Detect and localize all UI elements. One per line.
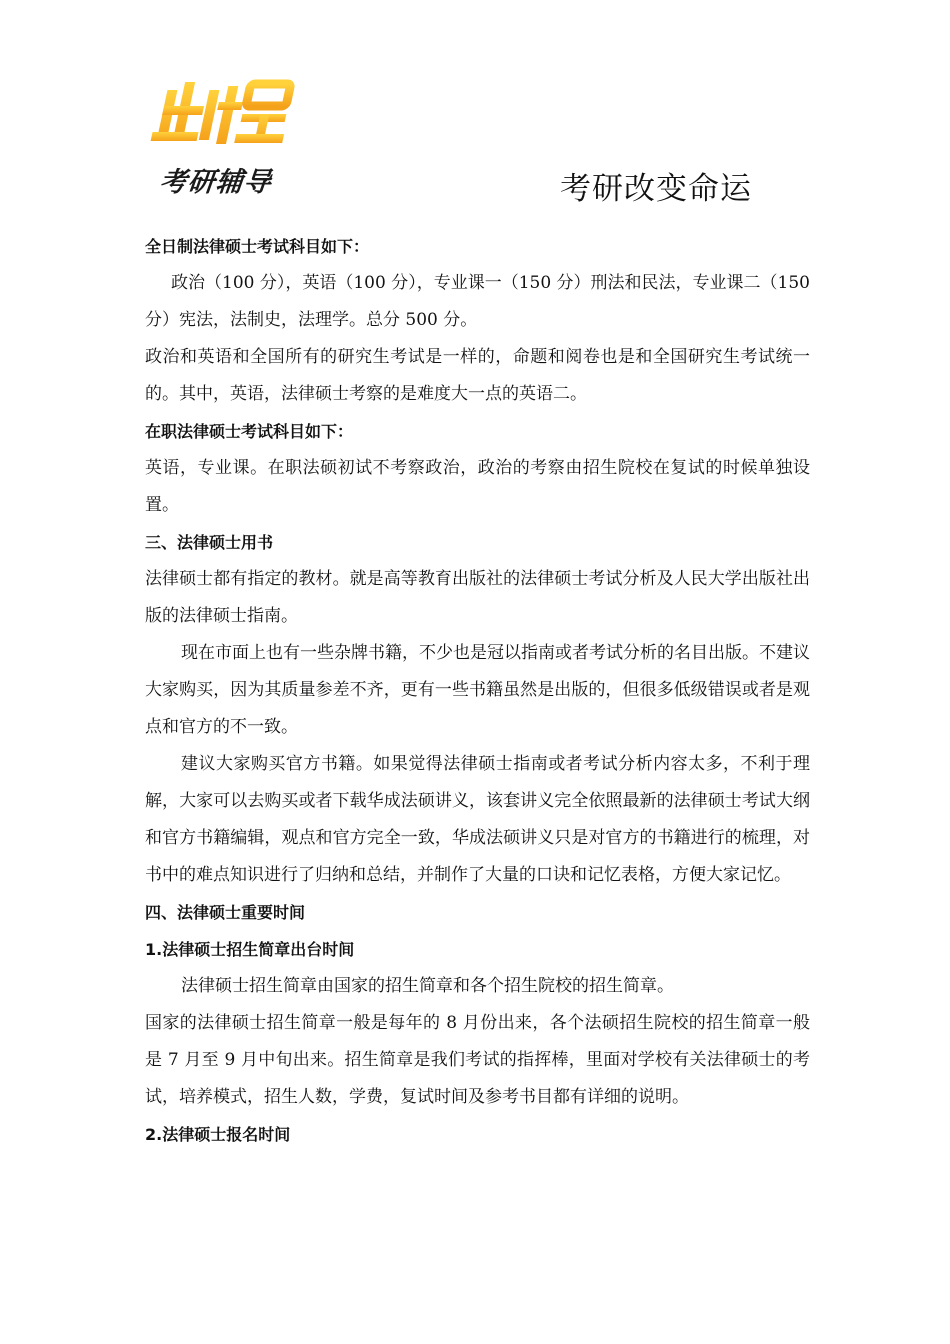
heading-fulltime-subjects: 全日制法律硕士考试科目如下：	[145, 237, 370, 256]
paragraph: 英语，专业课。在职法硕初试不考察政治，政治的考察由招生院校在复试的时候单独设置。	[145, 458, 810, 515]
paragraph: 政治（100 分），英语（100 分），专业课一（150 分）刑法和民法，专业课二（150 分）宪法，法制史，法理学。总分 500 分。	[145, 273, 811, 330]
heading-parttime-subjects: 在职法律硕士考试科目如下：	[145, 422, 354, 441]
heading-registration-time: 2.法律硕士报名时间	[145, 1125, 291, 1144]
paragraph: 建议大家购买官方书籍。如果觉得法律硕士指南或者考试分析内容太多，不利于理解，大家可以去购买或者下载华成法硕讲义，该套讲义完全依照最新的法律硕士考试大纲和官方书籍编辑，观点和官方完全一致，华成法硕讲义只是对官方的书籍进行的梳理，对书中的难点知识进行了归纳和总结，并制作了大量的口诀和记忆表格，方便大家记忆。	[145, 754, 810, 885]
slogan: 考研改变命运	[560, 171, 752, 207]
paragraph: 政治和英语和全国所有的研究生考试是一样的，命题和阅卷也是和全国研究生考试统一的。其中，英语，法律硕士考察的是难度大一点的英语二。	[145, 347, 810, 404]
heading-books: 三、法律硕士用书	[145, 533, 274, 552]
heading-important-dates: 四、法律硕士重要时间	[145, 903, 306, 922]
paragraph: 法律硕士招生简章由国家的招生简章和各个招生院校的招生简章。	[181, 976, 674, 996]
logo-subtitle: 考研辅导	[158, 167, 274, 198]
paragraph: 国家的法律硕士招生简章一般是每年的 8 月份出来，各个法硕招生院校的招生简章一般是 7 月至 9 月中旬出来。招生简章是我们考试的指挥棒，里面对学校有关法律硕士的考试，培养模式，招生人数，学费，复试时间及参考书目都有详细的说明。	[145, 1013, 810, 1107]
document-body	[145, 228, 810, 1153]
paragraph: 法律硕士都有指定的教材。就是高等教育出版社的法律硕士考试分析及人民大学出版社出版的法律硕士指南。	[145, 569, 810, 626]
paragraph: 现在市面上也有一些杂牌书籍，不少也是冠以指南或者考试分析的名目出版。不建议大家购买，因为其质量参差不齐，更有一些书籍虽然是出版的，但很多低级错误或者是观点和官方的不一致。	[145, 643, 810, 737]
heading-brochure-time: 1.法律硕士招生简章出台时间	[145, 940, 355, 959]
